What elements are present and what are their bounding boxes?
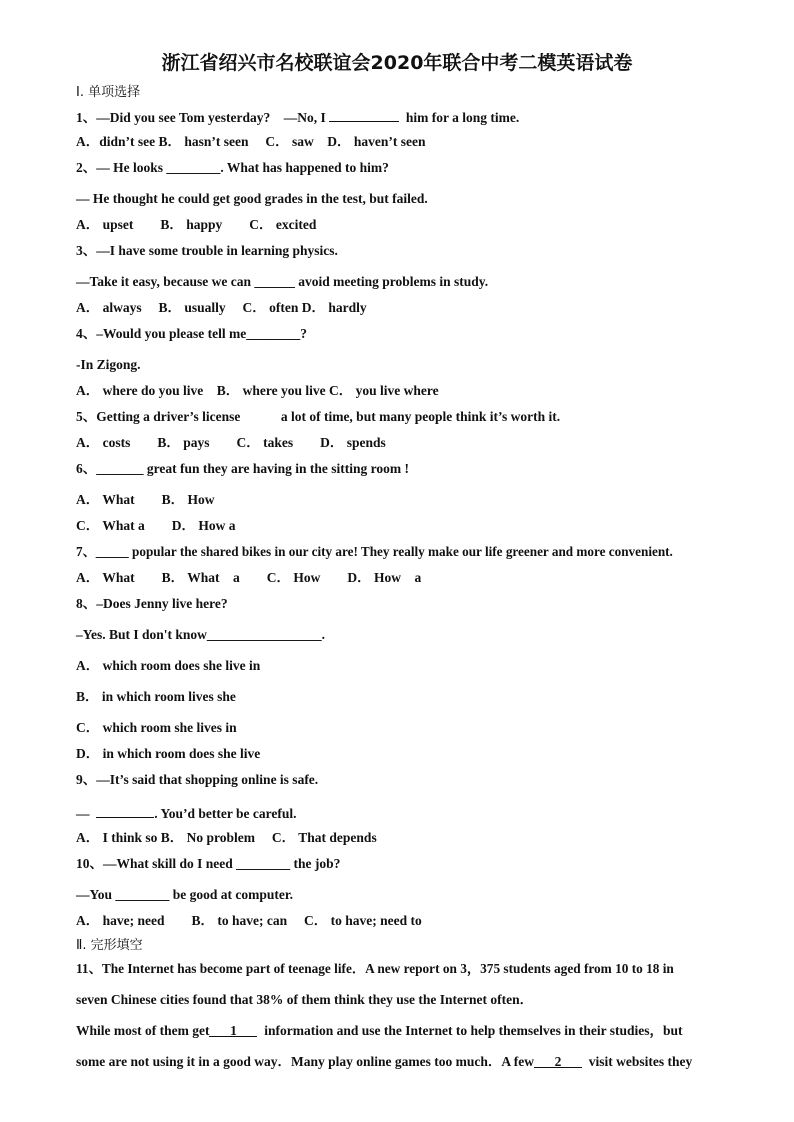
question-8-option-b: B． in which room lives she [76, 689, 236, 704]
passage-line-4 [76, 1054, 692, 1070]
question-1-stem: 1、—Did you see Tom yesterday? —No, I [76, 110, 326, 125]
question-5: 5、Getting a driver’s license a lot of time, but many people think it’s worth it. [76, 409, 561, 424]
question-6-options-ab: A． What B． How [76, 492, 215, 507]
question-4-options: A． where do you live B． where you live C． you live where [76, 383, 439, 398]
question-9: 9、—It’s said that shopping online is safe. [76, 772, 319, 787]
question-8-option-c: C． which room she lives in [76, 720, 237, 735]
question-1-stem-end: him for a long time. [405, 110, 520, 125]
question-10: 10、—What skill do I need ________ the job? [76, 856, 341, 871]
question-8-option-d: D． in which room does she live [76, 746, 261, 761]
question-9-options: A． I think so B． No problem C． That depends [76, 830, 377, 845]
question-1-options: A．didn’t see B． hasn’t seen C． saw D． haven’t seen [76, 134, 426, 149]
question-9-reply-end: . You’d better be careful. [154, 806, 297, 821]
question-2-reply: — He thought he could get good grades in the test, but failed. [76, 191, 428, 206]
passage-line-4-start: some are not using it in a good way．Many play online games too much．A few [76, 1054, 535, 1069]
answer-blank [329, 108, 399, 122]
question-3: 3、—I have some trouble in learning physics. [76, 243, 338, 258]
question-9-reply [76, 804, 296, 822]
question-10-reply: —You ________ be good at computer. [76, 887, 294, 902]
page-title: 浙江省绍兴市名校联谊会2020年联合中考二模英语试卷 [161, 52, 633, 74]
passage-line-4-end: visit websites they [588, 1054, 693, 1069]
question-3-reply: —Take it easy, because we can ______ avoid meeting problems in study. [76, 274, 489, 289]
question-1 [76, 108, 519, 126]
answer-blank [96, 804, 154, 818]
passage-line-1: 11、The Internet has become part of teenage life．A new report on 3，375 students aged from 10 to 18 in [76, 961, 674, 976]
question-8-option-a: A． which room does she live in [76, 658, 261, 673]
question-7-options: A． What B． What a C． How D． How a [76, 570, 422, 585]
question-3-options: A． always B． usually C． often D． hardly [76, 300, 367, 315]
passage-line-3-end: information and use the Internet to help themselves in their studies，but [264, 1023, 683, 1038]
question-8: 8、–Does Jenny live here? [76, 596, 228, 611]
question-6-options-cd: C． What a D． How a [76, 518, 236, 533]
question-2-options: A． upset B． happy C． excited [76, 217, 317, 232]
question-10-options: A． have; need B． to have; can C． to have; need to [76, 913, 422, 928]
question-4-reply: -In Zigong. [76, 357, 141, 372]
passage-line-3 [76, 1023, 683, 1039]
question-4: 4、–Would you please tell me________? [76, 326, 308, 341]
section-heading-cloze: Ⅱ. 完形填空 [76, 938, 143, 953]
question-8-reply: –Yes. But I don't know_________________. [76, 627, 326, 642]
question-6: 6、_______ great fun they are having in the sitting room ! [76, 461, 409, 476]
section-heading-single-choice: Ⅰ. 单项选择 [76, 85, 141, 100]
cloze-blank-1: 1 [209, 1023, 257, 1037]
question-9-reply-dash: — [76, 806, 90, 821]
question-7: 7、_____ popular the shared bikes in our city are! They really make our life greener and more convenient. [76, 544, 673, 559]
passage-line-3-start: While most of them get [76, 1023, 210, 1038]
question-2: 2、— He looks ________. What has happened to him? [76, 160, 389, 175]
passage-line-2: seven Chinese cities found that 38% of them think they use the Internet often． [76, 992, 534, 1007]
cloze-blank-2: 2 [534, 1054, 582, 1068]
question-5-options: A． costs B． pays C． takes D． spends [76, 435, 386, 450]
